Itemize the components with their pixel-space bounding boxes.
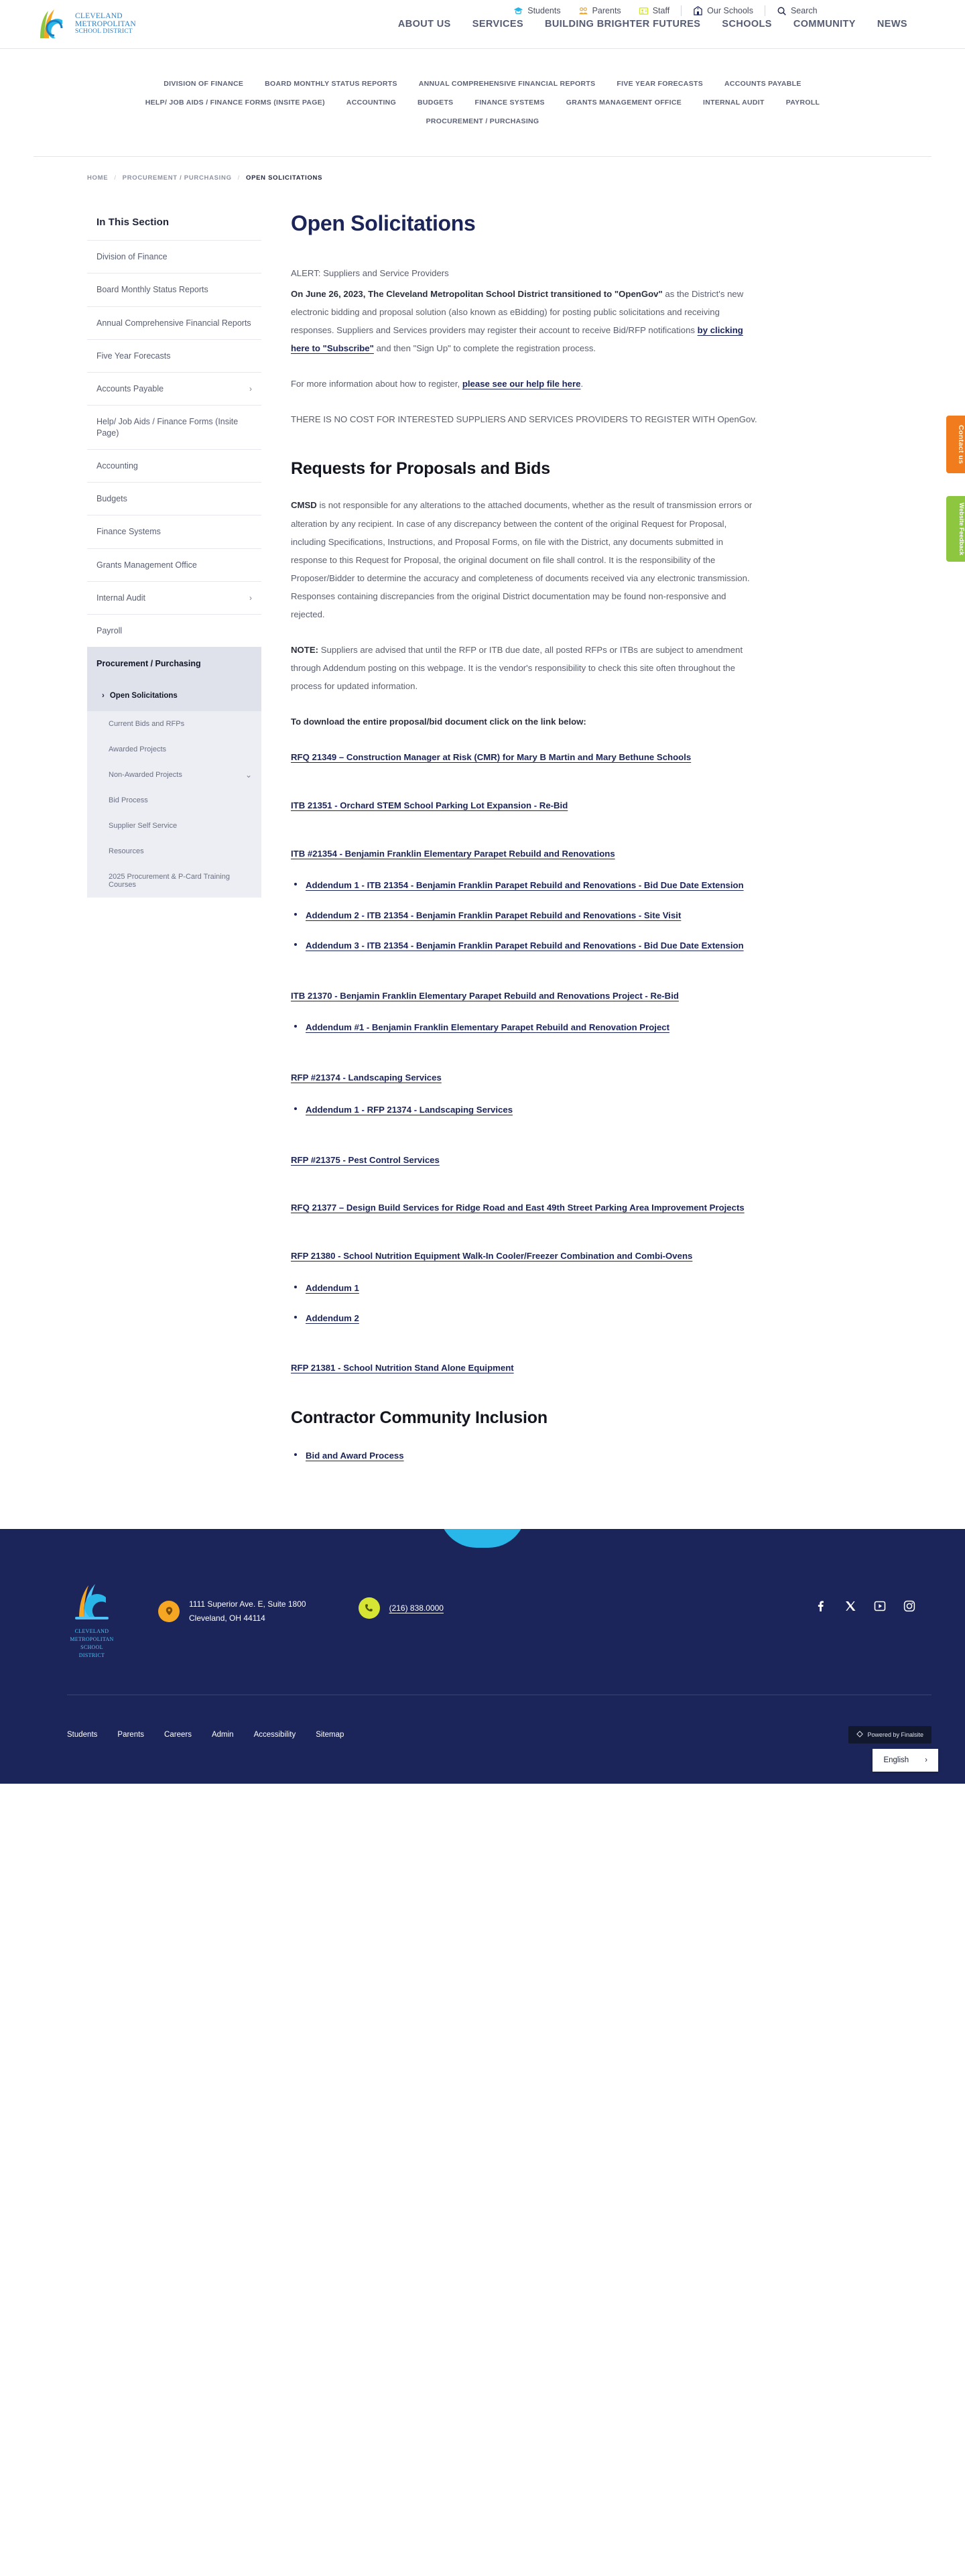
- main-content: [291, 199, 760, 1475]
- chevron-right-icon[interactable]: ›: [249, 593, 252, 603]
- footer-address-line-2: Cleveland, OH 44114: [189, 1613, 265, 1623]
- footer-link-students[interactable]: Students: [67, 1730, 98, 1739]
- utility-link-parents[interactable]: [570, 6, 630, 16]
- footer-link-parents[interactable]: Parents: [117, 1730, 145, 1739]
- addendum-link[interactable]: Addendum 2: [306, 1312, 359, 1323]
- sidebar-item-finance-systems[interactable]: [87, 515, 261, 548]
- sidebar-item-label: Grants Management Office: [96, 560, 197, 570]
- addenda-list: [291, 1017, 760, 1039]
- sidebar-item-open-solicitations[interactable]: [87, 680, 261, 712]
- sidebar-item-label: Procurement / Purchasing: [96, 659, 201, 669]
- nav-item-about-us[interactable]: ABOUT US: [397, 19, 451, 29]
- footer-address-group: [158, 1597, 306, 1626]
- brand-line-2: METROPOLITAN: [75, 20, 136, 29]
- chevron-down-icon[interactable]: ⌄: [245, 770, 252, 780]
- solicitation-link[interactable]: RFP #21374 - Landscaping Services: [291, 1072, 442, 1083]
- sidebar-item-label: Help/ Job Aids / Finance Forms (Insite Page): [96, 417, 239, 438]
- download-instruction-text: To download the entire proposal/bid document click on the link below:: [291, 717, 586, 727]
- sidebar-item-label: Payroll: [96, 626, 123, 635]
- solicitation-block: [291, 1199, 760, 1217]
- help-file-link[interactable]: please see our help file here: [462, 379, 581, 389]
- alert-paragraph: [291, 285, 760, 357]
- sidebar-subitem-label: 2025 Procurement & P-Card Training Courses: [109, 873, 230, 890]
- utility-right-group: [397, 5, 938, 43]
- heading-requests-for-proposals: Requests for Proposals and Bids: [291, 459, 550, 479]
- section-nav-division-of-finance[interactable]: DIVISION OF FINANCE: [164, 80, 244, 88]
- finalsite-logo-icon: [856, 1731, 863, 1739]
- section-nav-accounts-payable[interactable]: ACCOUNTS PAYABLE: [724, 80, 801, 88]
- sidebar-item-budgets[interactable]: [87, 482, 261, 515]
- sidebar-item-annual-comprehensive-financial-reports[interactable]: [87, 306, 261, 339]
- sidebar-subitem-resources[interactable]: [87, 839, 261, 864]
- note-text: Suppliers are advised that until the RFP or ITB due date, all posted RFPs or ITBs are subject to amendment through Addendum posting on this webpage. It is the vendor's responsibility to check this site often throughout the process for updated information.: [291, 644, 743, 691]
- footer-top: [34, 1583, 931, 1660]
- sidebar-subitem-non-awarded-projects[interactable]: [87, 762, 261, 788]
- section-nav-finance-systems[interactable]: FINANCE SYSTEMS: [474, 99, 545, 107]
- solicitation-block: [291, 1068, 760, 1121]
- register-info-post: .: [580, 379, 584, 389]
- list-item: [291, 1278, 760, 1300]
- solicitation-link[interactable]: RFP 21381 - School Nutrition Stand Alone Equipment: [291, 1363, 514, 1373]
- brand-line-1: CLEVELAND: [75, 12, 123, 21]
- section-sidebar: [87, 199, 261, 898]
- section-nav-payroll[interactable]: PAYROLL: [785, 99, 820, 107]
- finalsite-badge-label: Powered by Finalsite: [867, 1731, 923, 1738]
- utility-link-staff[interactable]: [630, 6, 678, 16]
- footer-phone-link[interactable]: (216) 838.0000: [389, 1603, 444, 1613]
- alert-body-text: as the District's new electronic bidding and proposal solution (also known as eBidding) for posting public solicitations and receiving responses. Suppliers and Services providers may register their account to receive Bid/RFP notifications: [291, 289, 744, 336]
- section-nav-internal-audit[interactable]: INTERNAL AUDIT: [703, 99, 765, 107]
- sidebar-subitem-2025-procurement-training[interactable]: [87, 864, 261, 898]
- footer-link-sitemap[interactable]: Sitemap: [316, 1730, 344, 1739]
- solicitation-block: [291, 845, 760, 957]
- footer-address: [189, 1597, 306, 1626]
- footer-logo-wordmark: [67, 1628, 117, 1660]
- language-switcher[interactable]: [873, 1749, 938, 1772]
- solicitation-block: [291, 1151, 760, 1170]
- footer-brand-line-2: METROPOLITAN: [70, 1636, 114, 1642]
- sidebar-subnav: [87, 711, 261, 898]
- utility-divider: [681, 5, 682, 16]
- solicitation-block: [291, 987, 760, 1040]
- footer-links: [67, 1731, 344, 1739]
- footer-link-careers[interactable]: Careers: [164, 1730, 192, 1739]
- footer-address-line-1: 1111 Superior Ave. E, Suite 1800: [189, 1599, 306, 1609]
- phone-icon: [359, 1597, 380, 1619]
- list-item: [291, 905, 760, 927]
- section-nav-budgets[interactable]: BUDGETS: [417, 99, 454, 107]
- bid-and-award-process-link[interactable]: Bid and Award Process: [306, 1451, 404, 1461]
- utility-link-label: Our Schools: [707, 6, 753, 15]
- chevron-right-icon[interactable]: ›: [249, 384, 252, 394]
- sidebar-subitem-label: Resources: [109, 847, 144, 856]
- list-item: [291, 935, 760, 957]
- sidebar-item-label: Open Solicitations: [109, 691, 178, 700]
- addendum-link[interactable]: Addendum 2 - ITB 21354 - Benjamin Franklin Parapet Rebuild and Renovations - Site Visit: [306, 910, 682, 921]
- register-info-paragraph: [291, 375, 760, 393]
- nav-item-community[interactable]: COMMUNITY: [793, 19, 856, 29]
- section-nav-row-2: [135, 93, 831, 112]
- breadcrumb-current: OPEN SOLICITATIONS: [246, 174, 323, 182]
- sidebar-item-label: Annual Comprehensive Financial Reports: [96, 318, 251, 328]
- sidebar-item-label: Accounts Payable: [96, 384, 164, 393]
- register-info-pre: For more information about how to register,: [291, 379, 462, 389]
- cmsd-bold: CMSD: [291, 500, 317, 511]
- solicitation-block: [291, 748, 760, 767]
- breadcrumb: [0, 157, 965, 199]
- solicitation-link[interactable]: ITB 21351 - Orchard STEM School Parking Lot Expansion - Re-Bid: [291, 800, 568, 810]
- solicitation-block: [291, 1247, 760, 1329]
- brand-line-3: SCHOOL DISTRICT: [75, 28, 133, 36]
- nav-item-building-brighter-futures[interactable]: BUILDING BRIGHTER FUTURES: [545, 19, 701, 29]
- section-nav-five-year-forecasts[interactable]: FIVE YEAR FORECASTS: [617, 80, 704, 88]
- footer-link-admin[interactable]: Admin: [211, 1730, 234, 1739]
- footer-bottom: [67, 1726, 931, 1743]
- sidebar-item-label: Accounting: [96, 461, 138, 471]
- powered-by-finalsite-badge[interactable]: [848, 1726, 931, 1743]
- chevron-right-icon: ›: [925, 1756, 927, 1764]
- footer-logo[interactable]: [67, 1583, 117, 1660]
- sidebar-item-label: Division of Finance: [96, 252, 168, 261]
- utility-link-label: Staff: [652, 6, 670, 15]
- section-nav-procurement-purchasing[interactable]: PROCUREMENT / PURCHASING: [426, 117, 539, 125]
- cmsd-logo-icon: [68, 1615, 115, 1627]
- addendum-link[interactable]: Addendum #1 - Benjamin Franklin Elementary Parapet Rebuild and Renovation Project: [306, 1022, 669, 1033]
- sidebar-subitem-current-bids-and-rfps[interactable]: [87, 711, 261, 737]
- footer-brand-line-3: SCHOOL DISTRICT: [78, 1644, 105, 1658]
- utility-links: [505, 5, 830, 16]
- download-instruction: [291, 713, 760, 731]
- sidebar-item-label: Internal Audit: [96, 593, 145, 603]
- sidebar-item-label: Board Monthly Status Reports: [96, 285, 208, 295]
- note-bold: NOTE:: [291, 644, 319, 655]
- youtube-icon[interactable]: [874, 1600, 886, 1612]
- cmsd-disclaimer-paragraph: [291, 496, 760, 623]
- section-nav-help-job-aids[interactable]: HELP/ JOB AIDS / FINANCE FORMS (INSITE PAGE): [145, 99, 325, 107]
- section-nav-accounting[interactable]: ACCOUNTING: [346, 99, 397, 107]
- contact-us-tab[interactable]: Contact us: [946, 416, 965, 473]
- sidebar-item-label: Five Year Forecasts: [96, 351, 171, 361]
- subscribe-link[interactable]: by clicking here to "Subscribe": [291, 325, 743, 354]
- addendum-link[interactable]: Addendum 1 - RFP 21374 - Landscaping Services: [306, 1104, 513, 1115]
- sidebar-subitem-label: Supplier Self Service: [109, 822, 178, 831]
- sidebar-item-grants-management-office[interactable]: [87, 548, 261, 581]
- site-footer: [0, 1552, 965, 1784]
- cmsd-disclaimer-text: is not responsible for any alterations to the attached documents, whether as the result of transmission errors or alteration by any recipient. In case of any discrepancy between the content of the original Request for Proposal, including Specifications, Instructions, and Proposal Forms, on file with the District, any documents submitted in response to this Request for Proposal, the original document on file shall control. It is the responsibility of the Proposer/Bidder to determine the accuracy and completeness of documents received via any electronic transmission. Responses containing discrepancies from the original District documentation may be found non-responsive and rejected.: [291, 500, 753, 619]
- solicitation-link[interactable]: ITB #21354 - Benjamin Franklin Elementary Parapet Rebuild and Renovations: [291, 848, 615, 859]
- sidebar-subitem-label: Awarded Projects: [109, 745, 167, 754]
- language-switcher-label: English: [883, 1756, 909, 1764]
- utility-link-students[interactable]: [505, 6, 569, 16]
- sidebar-subitem-label: Bid Process: [109, 796, 148, 805]
- addenda-list: [291, 1099, 760, 1121]
- sidebar-item-five-year-forecasts[interactable]: [87, 339, 261, 372]
- heading-contractor-community-inclusion: Contractor Community Inclusion: [291, 1408, 548, 1428]
- sidebar-subitem-supplier-self-service[interactable]: [87, 813, 261, 839]
- sidebar-item-accounting[interactable]: [87, 449, 261, 482]
- sidebar-subitem-bid-process[interactable]: [87, 788, 261, 813]
- graduation-cap-icon: [513, 6, 523, 16]
- x-twitter-icon[interactable]: [844, 1600, 856, 1612]
- sidebar-subitem-label: Current Bids and RFPs: [109, 720, 185, 729]
- solicitation-link[interactable]: ITB 21370 - Benjamin Franklin Elementary Parapet Rebuild and Renovations Project - Re-Bid: [291, 990, 679, 1001]
- breadcrumb-separator: /: [114, 174, 117, 182]
- note-paragraph: [291, 641, 760, 695]
- addenda-list: [291, 875, 760, 957]
- alert-bold-lead: On June 26, 2023, The Cleveland Metropolitan School District transitioned to "OpenGov": [291, 289, 663, 300]
- search-icon: [777, 6, 787, 16]
- website-feedback-tab[interactable]: Website Feedback: [946, 496, 965, 562]
- sidebar-heading: In This Section: [96, 217, 170, 228]
- section-nav-board-monthly-status-reports[interactable]: BOARD MONTHLY STATUS REPORTS: [265, 80, 397, 88]
- footer-link-accessibility[interactable]: Accessibility: [253, 1730, 296, 1739]
- solicitation-link[interactable]: RFP 21380 - School Nutrition Equipment Walk-In Cooler/Freezer Combination and Combi-Ovens: [291, 1251, 693, 1262]
- sidebar-item-label: Finance Systems: [96, 527, 161, 537]
- nav-item-news[interactable]: NEWS: [877, 19, 907, 29]
- addendum-link[interactable]: Addendum 1: [306, 1282, 359, 1293]
- alert-body-text-2: and then "Sign Up" to complete the registration process.: [373, 343, 596, 354]
- utility-link-label: Students: [527, 6, 561, 15]
- chevron-right-icon: ›: [102, 691, 105, 700]
- main-nav: [397, 16, 938, 43]
- utility-bar: [0, 0, 965, 48]
- utility-link-label: Parents: [592, 6, 621, 15]
- sidebar-item-division-of-finance[interactable]: [87, 240, 261, 273]
- sidebar-subitem-label: Non-Awarded Projects: [109, 771, 182, 780]
- footer-social-links: [815, 1600, 931, 1612]
- location-pin-icon: [158, 1601, 180, 1622]
- solicitation-link[interactable]: RFQ 21349 – Construction Manager at Risk (CMR) for Mary B Martin and Mary Bethune Schools: [291, 752, 692, 763]
- addendum-link[interactable]: Addendum 3 - ITB 21354 - Benjamin Franklin Parapet Rebuild and Renovations - Bid Due Date Extension: [306, 940, 744, 950]
- section-nav-grants-management-office[interactable]: GRANTS MANAGEMENT OFFICE: [566, 99, 682, 107]
- page-body: [0, 199, 965, 1529]
- utility-link-label: Search: [790, 6, 818, 15]
- solicitation-block: [291, 796, 760, 815]
- list-item: [291, 1445, 760, 1467]
- section-nav-row-1: [153, 74, 812, 93]
- utility-link-search[interactable]: [768, 6, 826, 16]
- instagram-icon[interactable]: [903, 1600, 915, 1612]
- footer-phone-group: [359, 1597, 444, 1619]
- section-nav-row-3: [415, 112, 550, 131]
- no-cost-paragraph: THERE IS NO COST FOR INTERESTED SUPPLIERS AND SERVICES PROVIDERS TO REGISTER WITH OpenGov.: [291, 414, 757, 425]
- addenda-list: [291, 1278, 760, 1330]
- sidebar-item-procurement-purchasing[interactable]: [87, 647, 261, 680]
- staff-badge-icon: [639, 6, 649, 16]
- solicitation-link[interactable]: RFQ 21377 – Design Build Services for Ridge Road and East 49th Street Parking Area Improvement Projects: [291, 1203, 745, 1213]
- school-building-icon: [693, 6, 703, 16]
- footer-wave-decoration: [0, 1529, 965, 1552]
- sidebar-item-board-monthly-status-reports[interactable]: [87, 273, 261, 306]
- site-logo[interactable]: [32, 9, 253, 40]
- footer-brand-line-1: CLEVELAND: [74, 1628, 109, 1634]
- addendum-link[interactable]: Addendum 1 - ITB 21354 - Benjamin Franklin Parapet Rebuild and Renovations - Bid Due Date Extension: [306, 880, 744, 891]
- facebook-icon[interactable]: [815, 1600, 827, 1612]
- alert-label: ALERT: Suppliers and Service Providers: [291, 268, 449, 278]
- list-item: [291, 875, 760, 897]
- sidebar-item-accounts-payable[interactable]: [87, 372, 261, 405]
- sidebar-item-payroll[interactable]: [87, 614, 261, 647]
- parents-icon: [578, 6, 588, 16]
- breadcrumb-home[interactable]: HOME: [87, 174, 109, 182]
- list-item: [291, 1099, 760, 1121]
- sidebar-item-internal-audit[interactable]: [87, 581, 261, 614]
- section-nav: [0, 49, 965, 145]
- breadcrumb-procurement-purchasing[interactable]: PROCUREMENT / PURCHASING: [122, 174, 232, 182]
- list-item: [291, 1308, 760, 1330]
- contractor-links-list: [291, 1445, 760, 1467]
- solicitation-link[interactable]: RFP #21375 - Pest Control Services: [291, 1154, 440, 1165]
- sidebar-item-help-job-aids[interactable]: [87, 405, 261, 449]
- solicitation-block: [291, 1359, 760, 1377]
- breadcrumb-separator: /: [237, 174, 241, 182]
- sidebar-item-label: Budgets: [96, 494, 127, 503]
- nav-item-services[interactable]: SERVICES: [472, 19, 524, 29]
- cmsd-logo-icon: [32, 9, 67, 40]
- list-item: [291, 1017, 760, 1039]
- nav-item-schools[interactable]: SCHOOLS: [722, 19, 772, 29]
- site-logo-wordmark: [75, 13, 136, 36]
- page-title: Open Solicitations: [291, 211, 476, 235]
- sidebar-subitem-awarded-projects[interactable]: [87, 737, 261, 762]
- utility-link-our-schools[interactable]: [684, 6, 762, 16]
- section-nav-annual-comprehensive-financial-reports[interactable]: ANNUAL COMPREHENSIVE FINANCIAL REPORTS: [418, 80, 596, 88]
